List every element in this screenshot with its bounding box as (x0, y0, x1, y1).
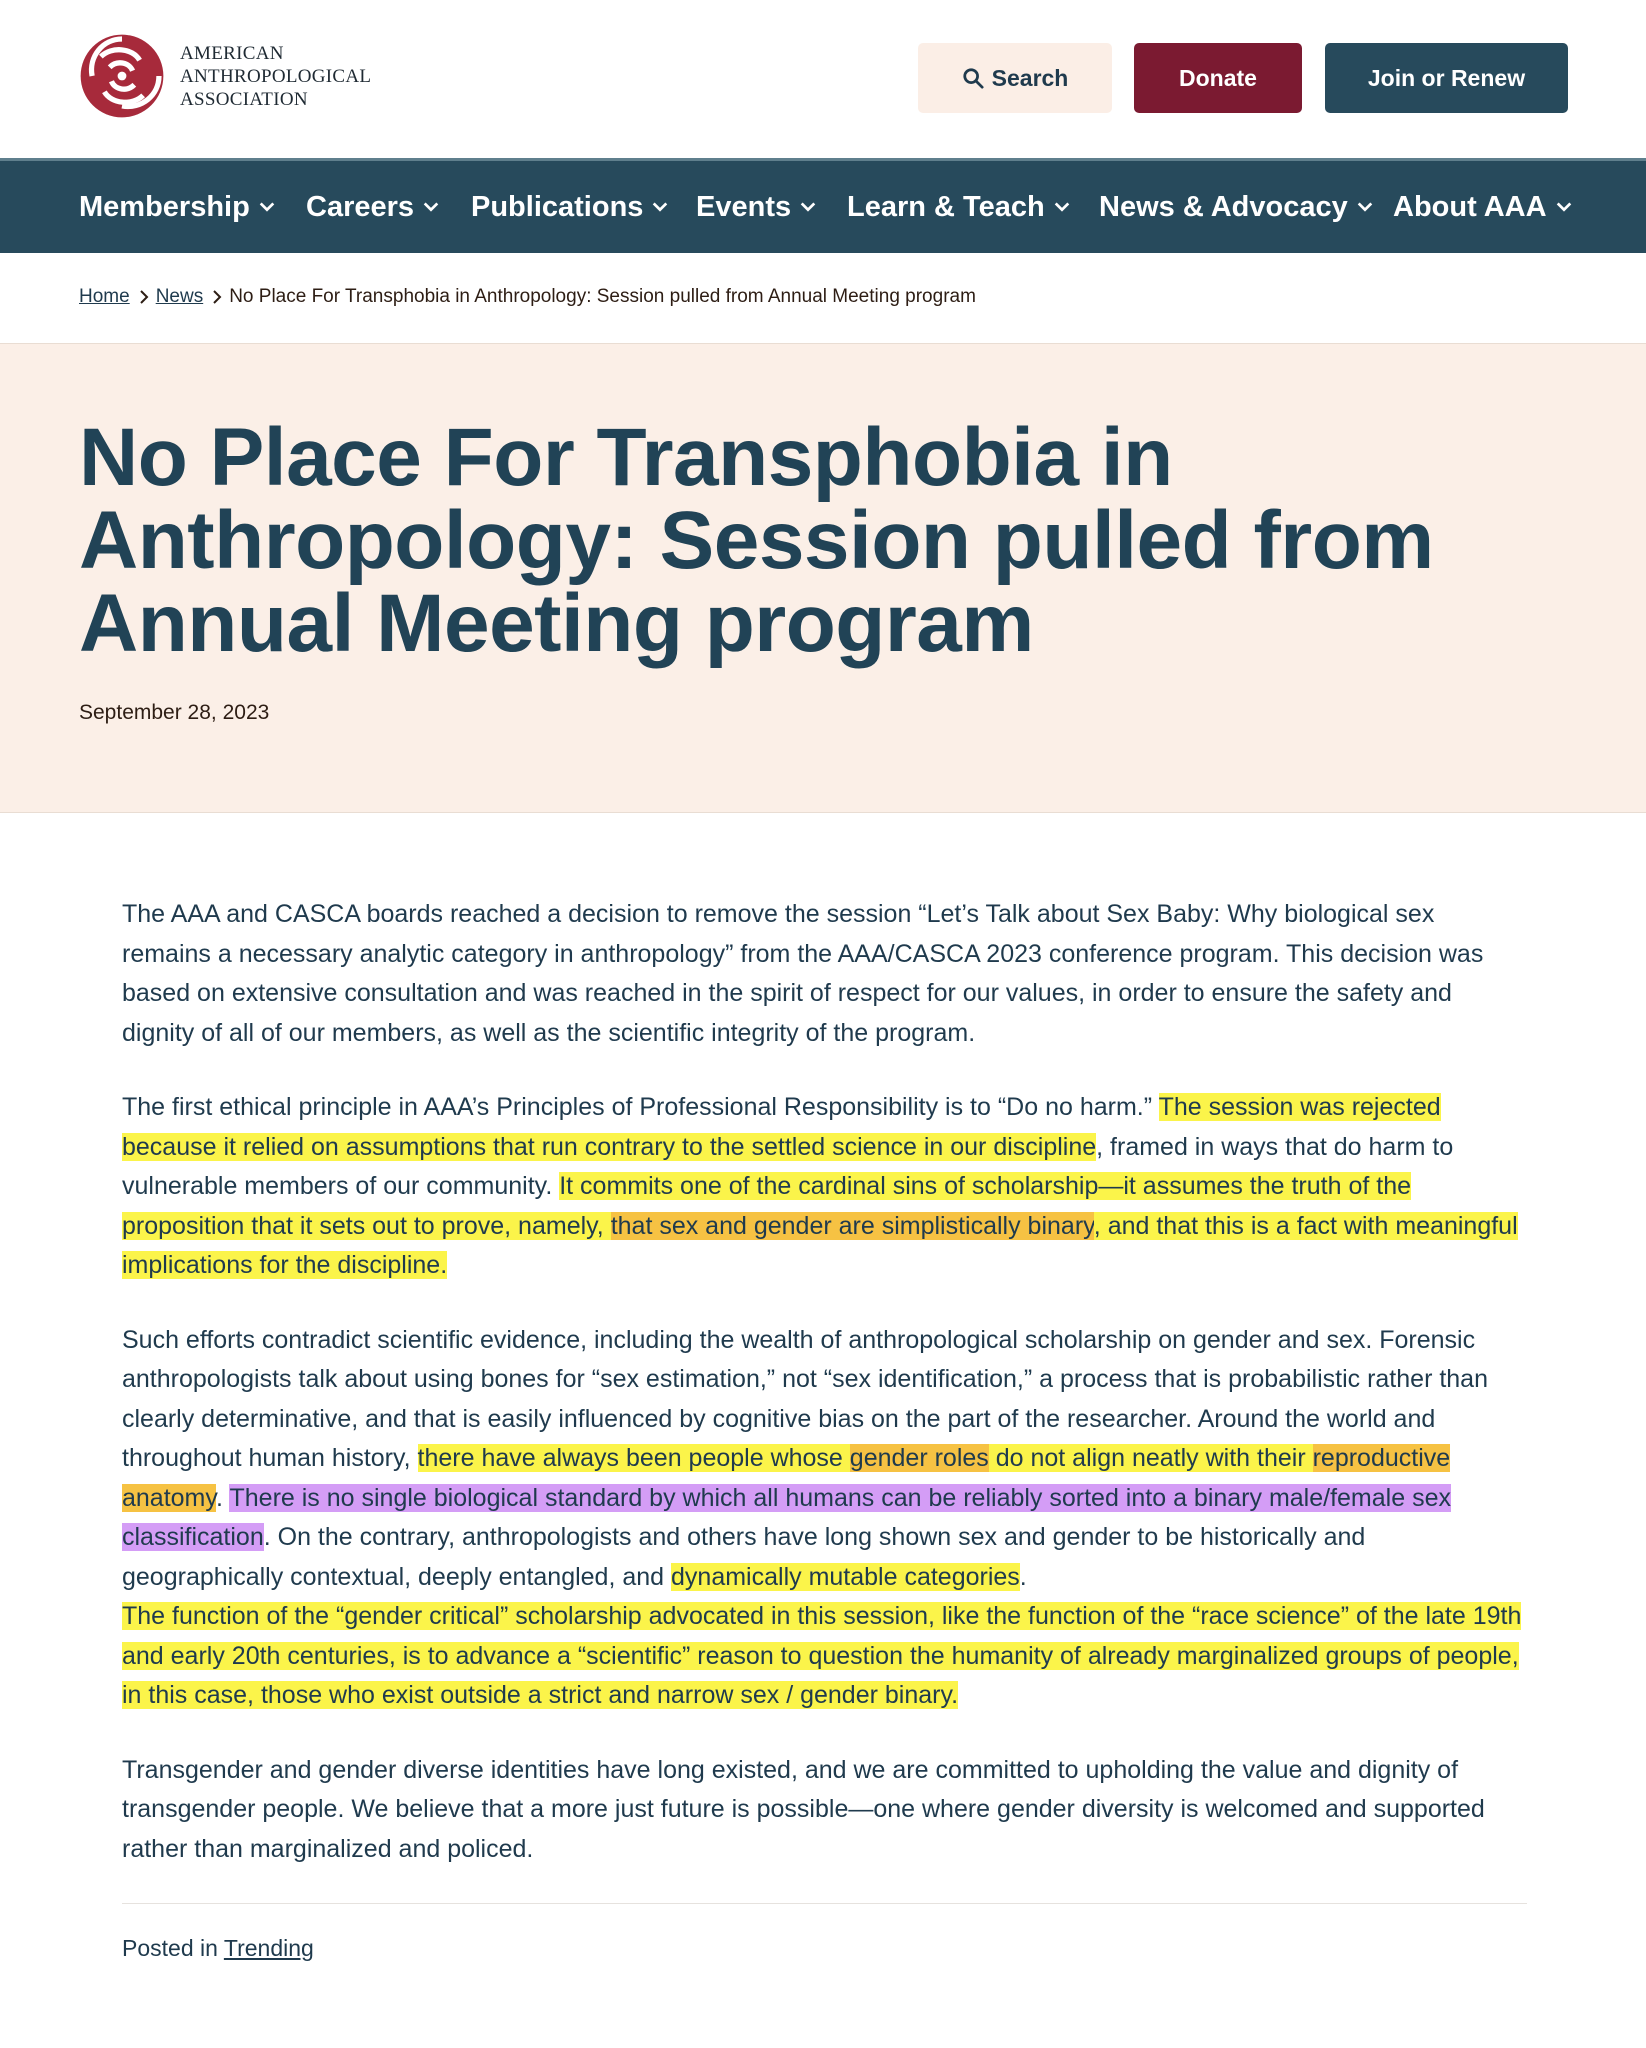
paragraph-text: . (1019, 1562, 1027, 1591)
highlighted-text: dynamically mutable categories (671, 1562, 1020, 1591)
paragraph-text: The first ethical principle in AAA’s Principles of Professional Responsibility is to “Do no harm.” (122, 1093, 1159, 1121)
article-paragraph-1: The AAA and CASCA boards reached a decision to remove the session “Let’s Talk about Sex Baby: Why biological sex remains a necessary analytic category in anthropology” from the AAA/CASCA 2023 conference program. This decision was based on extensive consultation and was reached in the spirit of respect for our values, in order to ensure the safety and dignity of all of our members, as well as the scientific integrity of the program. (122, 900, 1484, 1047)
spiral-logo-icon (78, 32, 166, 120)
article-paragraph-2 (122, 1088, 1527, 1286)
main-nav (0, 158, 1646, 253)
join-renew-button[interactable] (1325, 43, 1568, 113)
chevron-right-icon (138, 290, 150, 304)
search-icon (962, 67, 984, 89)
nav-item-label: Publications (471, 190, 644, 223)
highlighted-text: there have always been people whose (417, 1444, 850, 1472)
highlighted-text: do not align neatly with their (988, 1444, 1313, 1472)
nav-item-learn-teach[interactable] (847, 161, 1071, 253)
paragraph-text: Such efforts contradict scientific evidence, including the wealth of anthropological scholarship on gender and sex. Forensic anthropologists talk about using bones for “sex estimation,” not “sex identification,” a process that is probabilistic rather than clearly determinative, and that is easily influenced by cognitive bias on the part of the researcher. Around the world and throughout human history, (122, 1325, 1488, 1472)
chevron-down-icon (1053, 198, 1071, 216)
chevron-down-icon (1356, 198, 1374, 216)
highlighted-text: The session was rejected because it relied on assumptions that run contrary to the settled science in our discipline (122, 1093, 1441, 1161)
paragraph-text: . (216, 1483, 230, 1512)
donate-button[interactable] (1134, 43, 1302, 113)
highlighted-text: reproductive anatomy (122, 1444, 1451, 1512)
posted-in-label: Posted in (122, 1935, 224, 1961)
logo-line-2: ANTHROPOLOGICAL (180, 65, 372, 87)
page-title: No Place For Transphobia in Anthropology: Session pulled from Annual Meeting program (79, 412, 1434, 669)
paragraph-text: , framed in ways that do harm to vulnerable members of our community. (122, 1132, 1454, 1200)
logo-line-1: AMERICAN (180, 42, 284, 64)
article-paragraph-3 (122, 1321, 1527, 1716)
nav-item-events[interactable] (696, 161, 817, 253)
breadcrumb (79, 286, 976, 308)
nav-item-label: News & Advocacy (1099, 190, 1348, 223)
nav-item-membership[interactable] (79, 161, 276, 253)
search-button-label: Search (991, 64, 1069, 91)
paragraph-text: . On the contrary, anthropologists and others have long shown sex and gender to be historically and geographically contextual, deeply entangled, and (122, 1523, 1366, 1591)
publish-date: September 28, 2023 (79, 701, 270, 724)
nav-item-news-advocacy[interactable] (1099, 161, 1374, 253)
article-body (122, 895, 1527, 1904)
article-paragraph-4: Transgender and gender diverse identities have long existed, and we are committed to upholding the value and dignity of transgender people. We believe that a more just future is possible—one where gender diversity is welcomed and supported rather than marginalized and policed. (122, 1755, 1485, 1863)
chevron-down-icon (799, 198, 817, 216)
chevron-down-icon (651, 198, 669, 216)
search-button[interactable] (918, 43, 1112, 113)
breadcrumb-news-link[interactable]: News (155, 286, 204, 307)
highlighted-text: There is no single biological standard by which all humans can be reliably sorted into a binary male/female sex classification (122, 1483, 1451, 1551)
chevron-right-icon (211, 290, 223, 304)
breadcrumb-current: No Place For Transphobia in Anthropology: Session pulled from Annual Meeting program (229, 286, 976, 307)
nav-item-label: Careers (306, 190, 415, 223)
nav-item-publications[interactable] (471, 161, 669, 253)
footer-divider (122, 1903, 1527, 1904)
aaa-logo[interactable] (78, 32, 371, 120)
chevron-down-icon (1555, 198, 1573, 216)
chevron-down-icon (422, 198, 440, 216)
highlighted-text: It commits one of the cardinal sins of scholarship—it assumes the truth of the proposition that it sets out to prove, namely, (122, 1172, 1412, 1240)
highlighted-text: The function of the “gender critical” scholarship advocated in this session, like the function of the “race science” of the late 19th and early 20th centuries, is to advance a “scientific” reason to question the humanity of already marginalized groups of people, in this case, those who exist outside a strict and narrow sex / gender binary. (122, 1602, 1522, 1709)
highlighted-text: that sex and gender are simplistically binary (610, 1211, 1094, 1240)
donate-button-label: Donate (1179, 64, 1257, 91)
breadcrumb-home-link[interactable]: Home (79, 286, 130, 307)
chevron-down-icon (258, 198, 276, 216)
nav-item-about-aaa[interactable] (1393, 161, 1573, 253)
nav-item-label: Events (696, 190, 792, 223)
logo-line-3: ASSOCIATION (180, 88, 308, 110)
posted-in (122, 1935, 314, 1962)
highlighted-text: , and that this is a fact with meaningful implications for the discipline. (122, 1211, 1518, 1279)
nav-item-label: Membership (79, 190, 250, 223)
highlighted-text: gender roles (849, 1444, 989, 1472)
join-renew-button-label: Join or Renew (1367, 64, 1526, 91)
nav-item-label: Learn & Teach (847, 190, 1045, 223)
logo-text (180, 42, 371, 111)
site-header (0, 0, 1646, 158)
nav-item-careers[interactable] (306, 161, 440, 253)
nav-item-label: About AAA (1393, 190, 1547, 223)
article-hero (0, 343, 1646, 813)
category-link-trending[interactable]: Trending (223, 1935, 314, 1961)
